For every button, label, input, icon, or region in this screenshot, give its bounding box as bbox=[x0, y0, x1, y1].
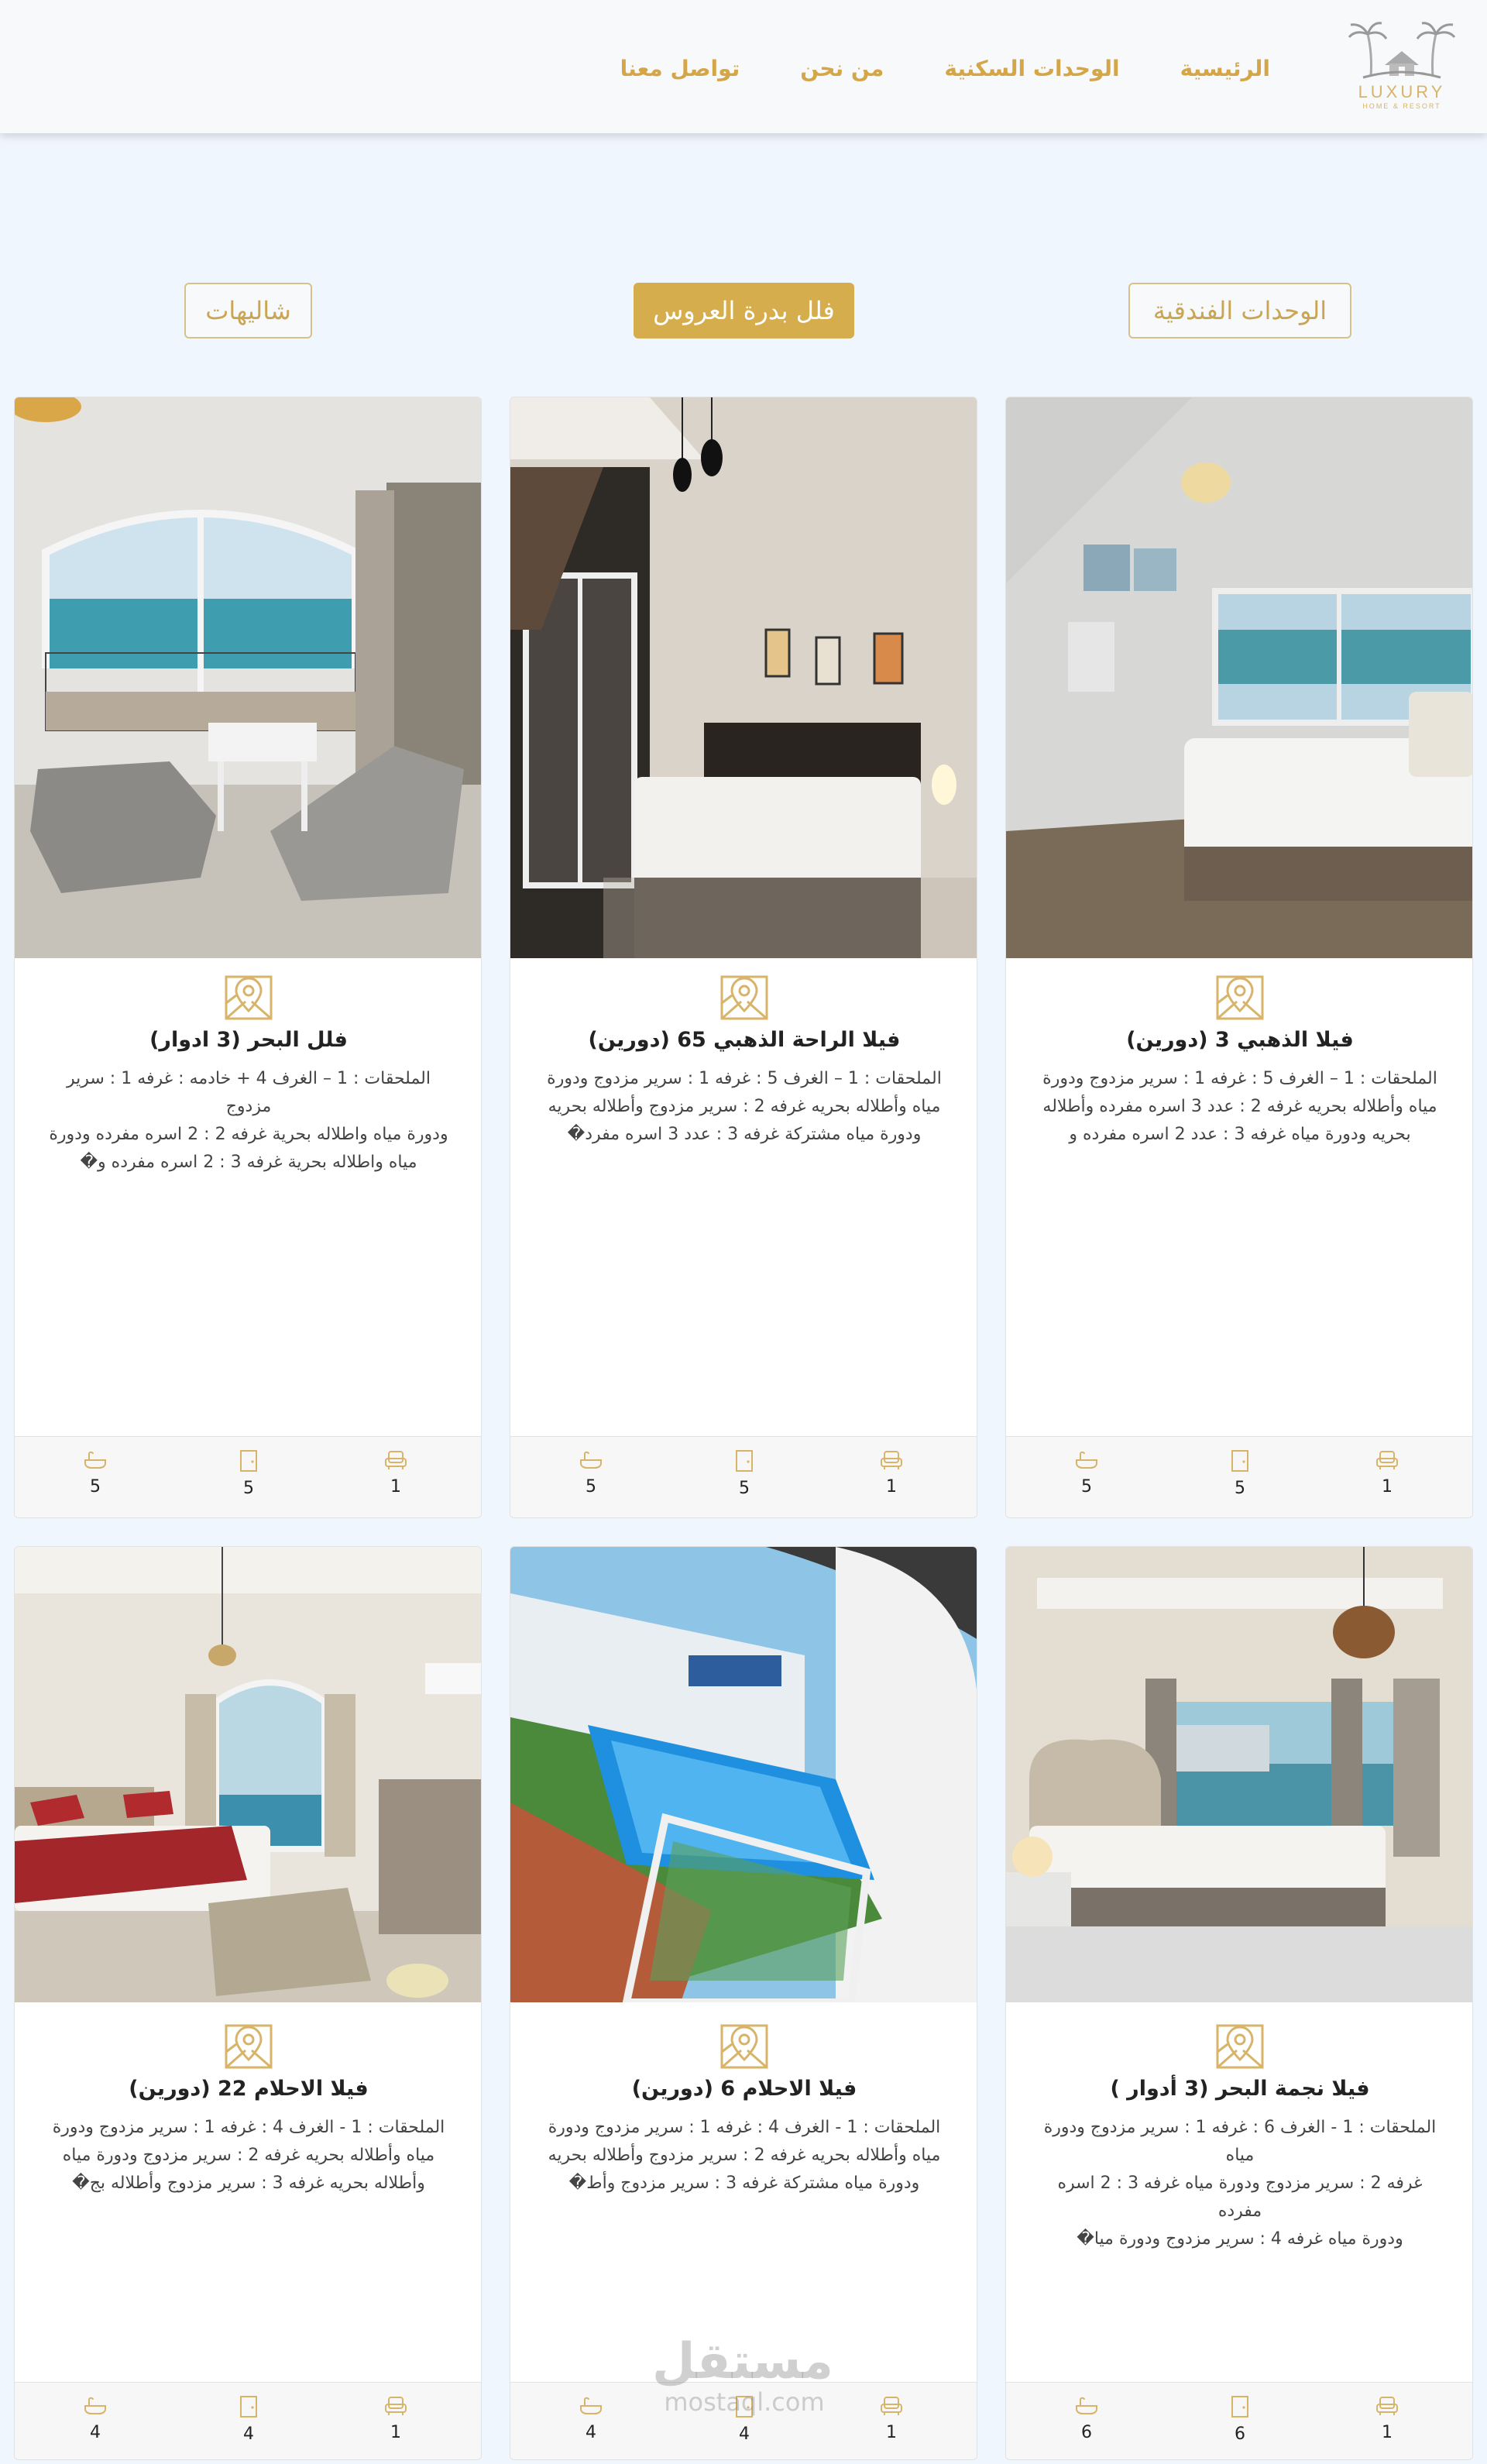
annex-stat bbox=[373, 1449, 419, 1497]
bathtub-icon bbox=[579, 2395, 603, 2417]
villa-stats bbox=[510, 1436, 977, 1517]
villa-description bbox=[1034, 1065, 1446, 1149]
villa-title[interactable]: فيلا الاحلام 6 (دورين) bbox=[631, 2077, 857, 2101]
sofa-icon bbox=[1375, 2395, 1399, 2417]
villa-description-line: الملحقات : 1 - الغرف 4 : غرفه 1 : سرير مزدوج ودورة bbox=[548, 2118, 941, 2137]
filter-hotel-units[interactable]: الوحدات الفندقية bbox=[1128, 283, 1351, 338]
bathrooms-count: 4 bbox=[90, 2423, 101, 2442]
bathrooms-count: 4 bbox=[586, 2423, 596, 2442]
filter-chalets[interactable]: شاليهات bbox=[184, 283, 312, 338]
villa-card[interactable] bbox=[14, 1546, 482, 2460]
bathtub-icon bbox=[1075, 2395, 1098, 2417]
bathrooms-stat bbox=[72, 2395, 118, 2442]
villa-photo[interactable] bbox=[1006, 1547, 1473, 2002]
watermark-latin: mostaql.com bbox=[664, 2387, 825, 2417]
palm-house-logo-icon bbox=[1348, 19, 1456, 81]
annex-count: 1 bbox=[1382, 2423, 1393, 2442]
villa-description bbox=[43, 2114, 455, 2198]
map-location-icon bbox=[224, 972, 273, 1022]
villa-description bbox=[538, 2114, 950, 2198]
villa-stats bbox=[1006, 2382, 1473, 2460]
rooms-count: 4 bbox=[243, 2424, 254, 2444]
annex-count: 1 bbox=[390, 1477, 401, 1497]
site-header bbox=[0, 0, 1487, 133]
villa-card[interactable] bbox=[510, 397, 977, 1518]
map-location-icon bbox=[1215, 972, 1265, 1022]
villa-photo[interactable] bbox=[15, 397, 482, 958]
villa-stats bbox=[1006, 1436, 1473, 1517]
villa-description-line: الملحقات : 1 – الغرف 4 + خادمه : غرفه 1 : سرير مزدوج bbox=[66, 1069, 431, 1116]
rooms-stat bbox=[225, 1449, 272, 1498]
annex-count: 1 bbox=[1382, 1477, 1393, 1497]
villa-stats bbox=[15, 1436, 482, 1517]
villa-title[interactable]: فيلا الذهبي 3 (دورين) bbox=[1126, 1028, 1354, 1052]
villa-card[interactable] bbox=[1005, 397, 1473, 1518]
villa-description-line: الملحقات : 1 - الغرف 4 : غرفه 1 : سرير مزدوج ودورة bbox=[52, 2118, 445, 2137]
villa-description-line: ودورة مياه غرفه 4 : سرير مزدوج ودورة ميا� bbox=[1077, 2229, 1403, 2249]
villa-description-line: مياه وأطلاله بحريه غرفه 2 : سرير مزدوج ودورة مياه bbox=[62, 2146, 435, 2165]
nav-home[interactable]: الرئيسية bbox=[1180, 56, 1270, 81]
bathtub-icon bbox=[84, 1449, 107, 1471]
map-location-icon bbox=[224, 2021, 273, 2071]
bathrooms-count: 6 bbox=[1081, 2423, 1092, 2442]
door-icon bbox=[733, 1449, 756, 1473]
bathtub-icon bbox=[1075, 1449, 1098, 1471]
annex-stat bbox=[1364, 2395, 1410, 2442]
villa-description-line: ودورة مياه مشتركة غرفه 3 : سرير مزدوج وأط� bbox=[568, 2174, 920, 2193]
bathrooms-stat bbox=[568, 2395, 614, 2442]
villa-description-line: بحريه ودورة مياه غرفه 3 : عدد 2 اسره مفرده و bbox=[1069, 1125, 1411, 1144]
rooms-stat bbox=[225, 2395, 272, 2444]
filter-bedrat-alaroos-villas[interactable]: فلل بدرة العروس bbox=[634, 283, 854, 338]
villa-description-line: مياه وأطلاله بحريه غرفه 2 : عدد 3 اسره مفرده وأطلاله bbox=[1042, 1097, 1437, 1116]
villa-title[interactable]: فيلا نجمة البحر (3 أدوار ) bbox=[1110, 2077, 1370, 2101]
villa-description bbox=[538, 1065, 950, 1149]
door-icon bbox=[1228, 1449, 1252, 1473]
villa-photo[interactable] bbox=[1006, 397, 1473, 958]
villa-description-line: الملحقات : 1 - الغرف 6 : غرفه 1 : سرير مزدوج ودورة مياه bbox=[1043, 2118, 1437, 2165]
rooms-count: 6 bbox=[1235, 2424, 1245, 2444]
villa-photo[interactable] bbox=[510, 397, 977, 958]
door-icon bbox=[1228, 2395, 1252, 2418]
villa-description-line: ودورة مياه مشتركة غرفه 3 : عدد 3 اسره مفرد� bbox=[567, 1125, 922, 1144]
annex-count: 1 bbox=[390, 2423, 401, 2442]
nav-contact[interactable]: تواصل معنا bbox=[620, 56, 740, 81]
door-icon bbox=[237, 2395, 260, 2418]
sofa-icon bbox=[384, 2395, 407, 2417]
annex-count: 1 bbox=[886, 2423, 897, 2442]
villa-description-line: مياه وأطلاله بحريه غرفه 2 : سرير مزدوج وأطلاله بحريه bbox=[548, 1097, 941, 1116]
villa-description-line: مياه واطلاله بحرية غرفه 3 : 2 اسره مفرده و� bbox=[80, 1153, 417, 1172]
villa-description bbox=[1034, 2114, 1446, 2253]
bathrooms-stat bbox=[72, 1449, 118, 1497]
rooms-stat bbox=[1217, 2395, 1263, 2444]
sofa-icon bbox=[880, 2395, 903, 2417]
villa-description-line: غرفه 2 : سرير مزدوج ودورة مياه غرفه 3 : 2 اسره مفرده bbox=[1057, 2174, 1423, 2221]
bathrooms-stat bbox=[1063, 1449, 1110, 1497]
villa-photo[interactable] bbox=[510, 1547, 977, 2002]
bathrooms-count: 5 bbox=[586, 1477, 596, 1497]
villa-card[interactable] bbox=[510, 1546, 977, 2460]
sofa-icon bbox=[880, 1449, 903, 1471]
logo-tagline: HOME & RESORT bbox=[1362, 102, 1441, 110]
bathtub-icon bbox=[579, 1449, 603, 1471]
annex-stat bbox=[1364, 1449, 1410, 1497]
villa-description-line: الملحقات : 1 – الغرف 5 : غرفه 1 : سرير مزدوج ودورة bbox=[547, 1069, 942, 1088]
bathrooms-count: 5 bbox=[90, 1477, 101, 1497]
door-icon bbox=[237, 1449, 260, 1473]
map-location-icon bbox=[719, 972, 769, 1022]
villa-title[interactable]: فيلا الاحلام 22 (دورين) bbox=[129, 2077, 369, 2101]
site-logo[interactable] bbox=[1348, 19, 1456, 119]
bathrooms-stat bbox=[568, 1449, 614, 1497]
rooms-count: 5 bbox=[243, 1479, 254, 1498]
villa-description-line: ودورة مياه واطلاله بحرية غرفه 2 : 2 اسره مفرده ودورة bbox=[49, 1125, 448, 1144]
rooms-count: 4 bbox=[739, 2424, 750, 2444]
annex-stat bbox=[373, 2395, 419, 2442]
villa-card[interactable] bbox=[14, 397, 482, 1518]
nav-about[interactable]: من نحن bbox=[800, 56, 884, 81]
villa-description-line: الملحقات : 1 – الغرف 5 : غرفه 1 : سرير مزدوج ودورة bbox=[1042, 1069, 1437, 1088]
bathrooms-stat bbox=[1063, 2395, 1110, 2442]
rooms-stat bbox=[1217, 1449, 1263, 1498]
villa-title[interactable]: فلل البحر (3 ادوار) bbox=[149, 1028, 348, 1052]
watermark-arabic: مستقل bbox=[651, 2333, 833, 2390]
annex-count: 1 bbox=[886, 1477, 897, 1497]
annex-stat bbox=[868, 1449, 915, 1497]
villa-card[interactable] bbox=[1005, 1546, 1473, 2460]
mostaql-watermark bbox=[651, 2333, 833, 2417]
main-nav bbox=[620, 56, 1270, 81]
nav-residential-units[interactable]: الوحدات السكنية bbox=[944, 56, 1120, 81]
bathtub-icon bbox=[84, 2395, 107, 2417]
villa-description bbox=[43, 1065, 455, 1177]
villa-description-line: مياه وأطلاله بحريه غرفه 2 : سرير مزدوج وأطلاله بحريه bbox=[548, 2146, 941, 2165]
logo-brand-text: LUXURY bbox=[1358, 82, 1446, 101]
rooms-stat bbox=[721, 1449, 768, 1498]
bathrooms-count: 5 bbox=[1081, 1477, 1092, 1497]
sofa-icon bbox=[1375, 1449, 1399, 1471]
annex-stat bbox=[868, 2395, 915, 2442]
villa-stats bbox=[15, 2382, 482, 2460]
villa-description-line: وأطلاله بحريه غرفه 3 : سرير مزدوج وأطلاله بج� bbox=[72, 2174, 425, 2193]
map-location-icon bbox=[719, 2021, 769, 2071]
rooms-count: 5 bbox=[739, 1479, 750, 1498]
rooms-count: 5 bbox=[1235, 1479, 1245, 1498]
sofa-icon bbox=[384, 1449, 407, 1471]
villa-photo[interactable] bbox=[15, 1547, 482, 2002]
map-location-icon bbox=[1215, 2021, 1265, 2071]
villa-title[interactable]: فيلا الراحة الذهبي 65 (دورين) bbox=[588, 1028, 901, 1052]
